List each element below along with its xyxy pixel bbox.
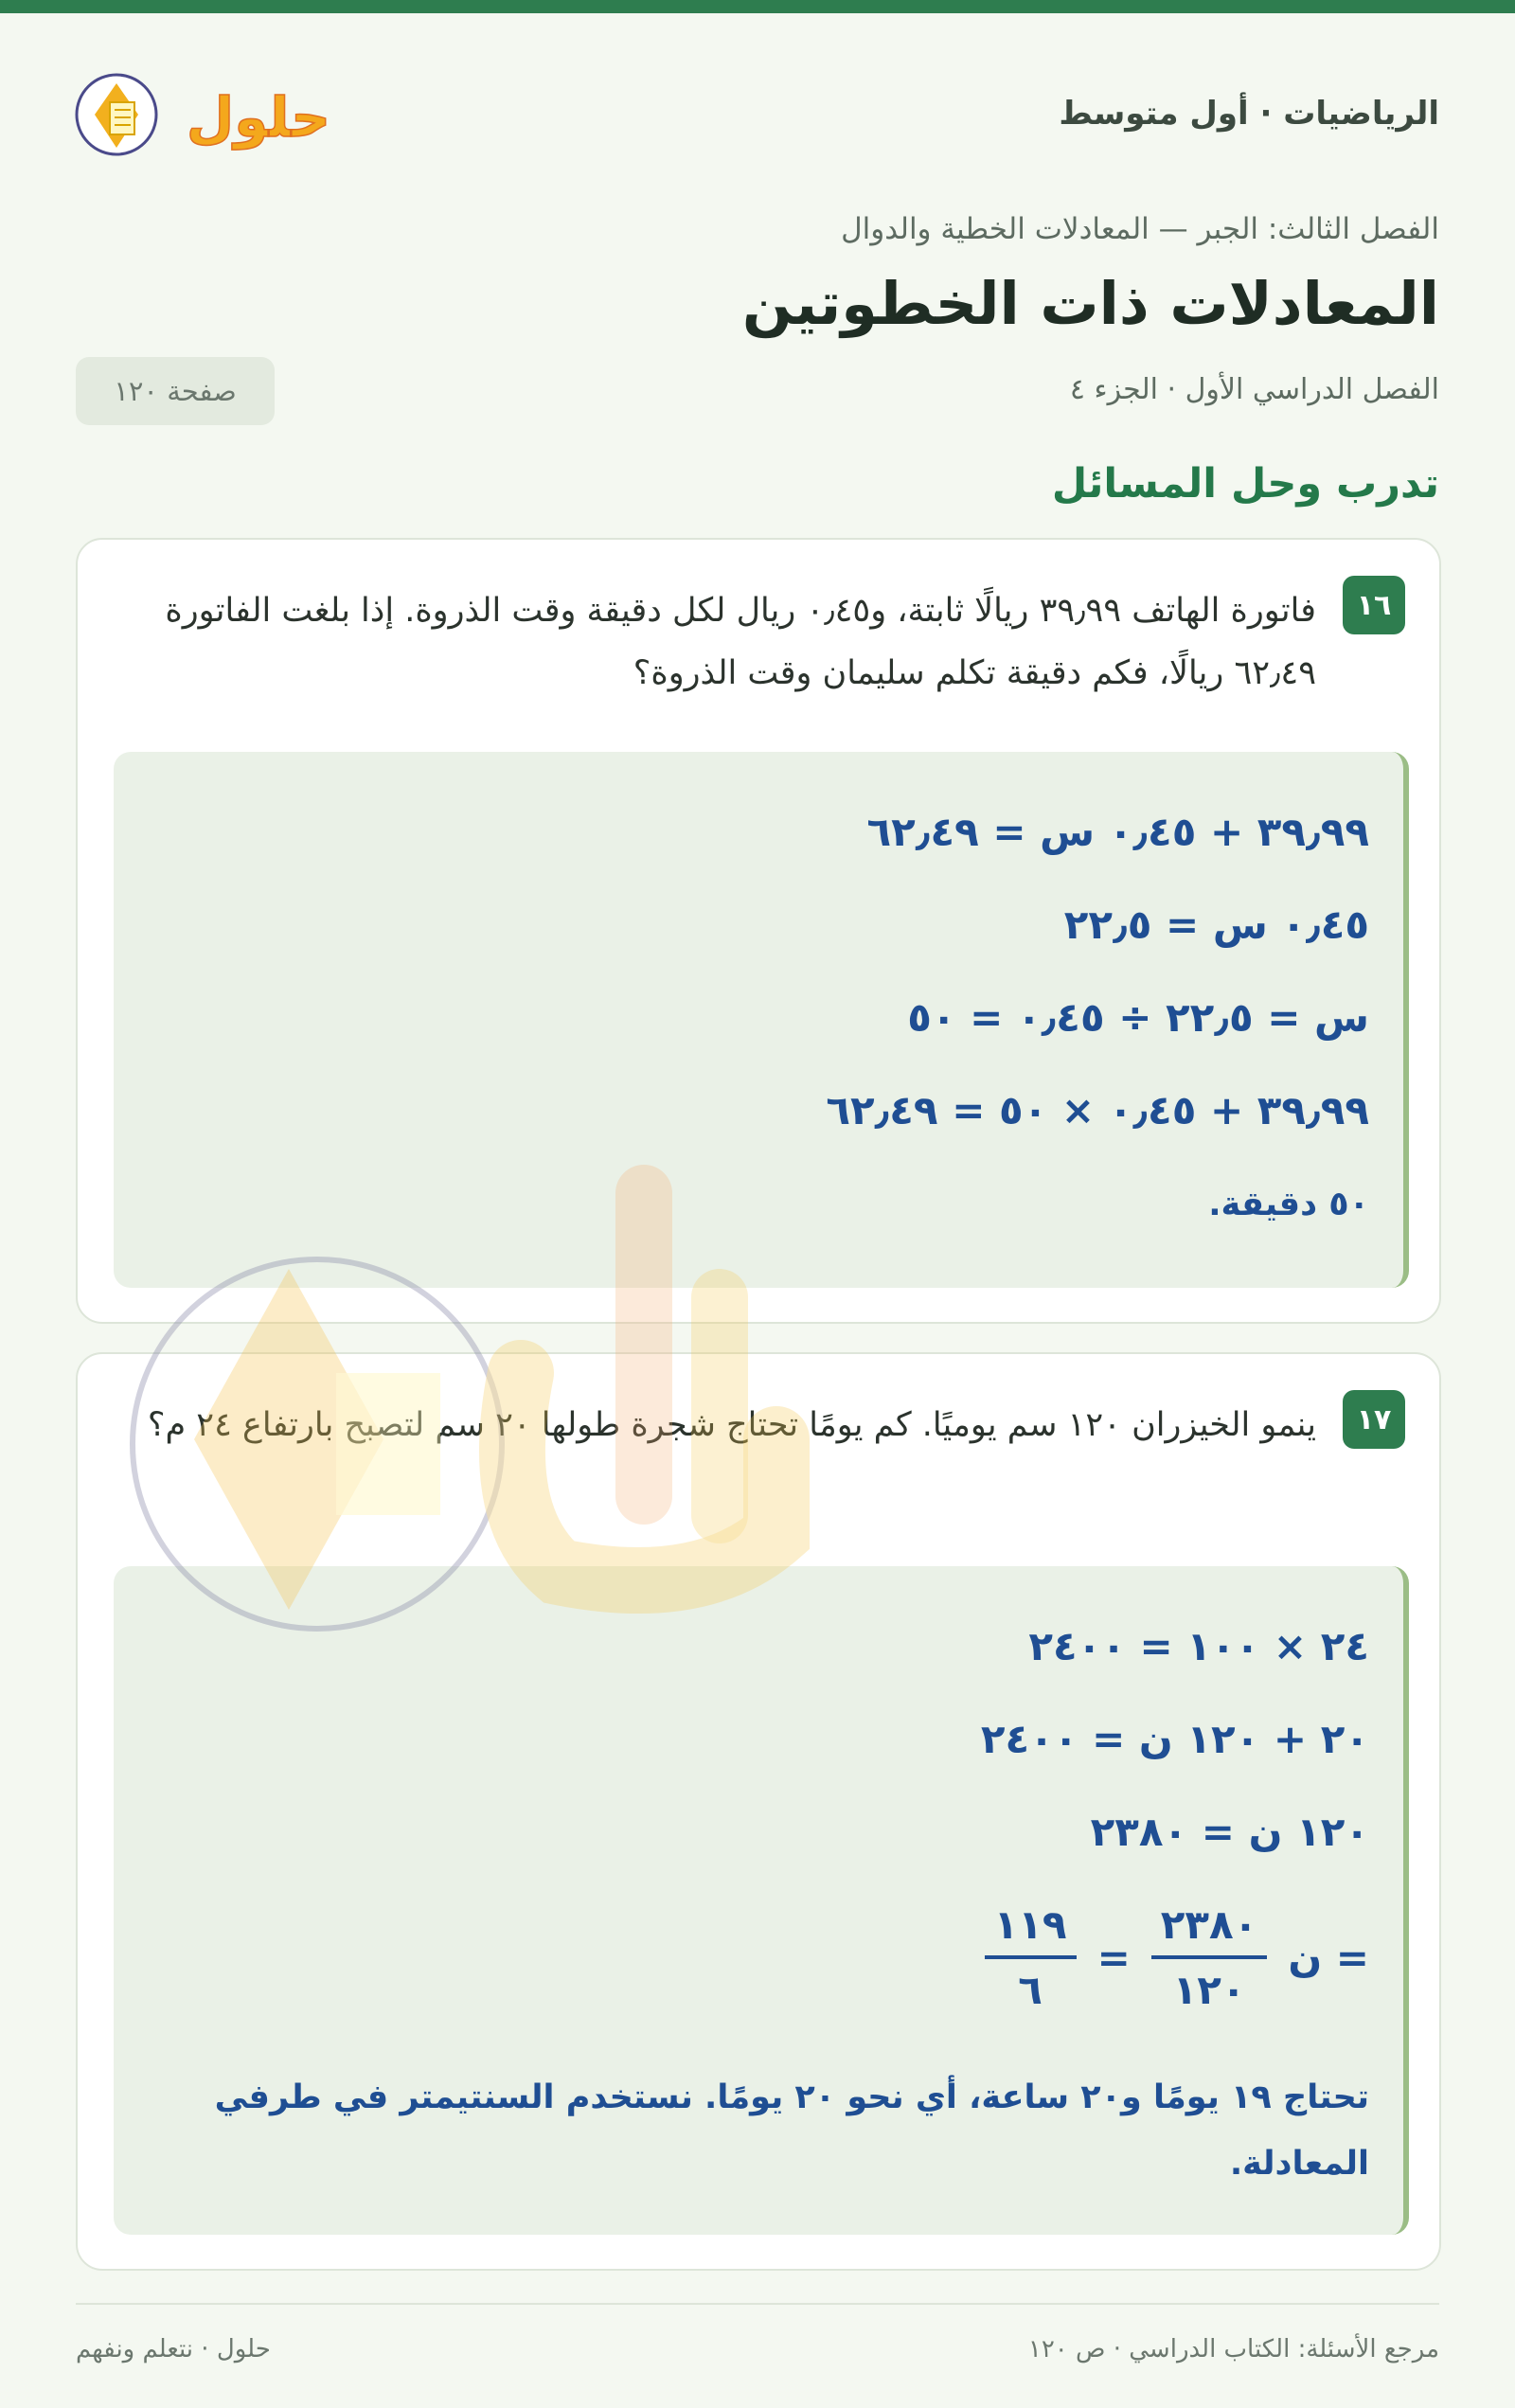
solution-step: ٠٫٤٥ س = ٢٢٫٥: [1063, 901, 1369, 948]
fraction-2: [985, 1901, 1077, 2013]
hulul-logo[interactable]: [74, 62, 339, 167]
question-number: ١٦: [1343, 576, 1405, 634]
solution-answer: ٥٠ دقيقة.: [1208, 1186, 1369, 1223]
solution-step: ٣٩٫٩٩ + ٠٫٤٥ × ٥٠ = ٦٢٫٤٩: [826, 1087, 1369, 1133]
solution-step: ١٢٠ ن = ٢٣٨٠: [1090, 1809, 1369, 1855]
solution-box: [114, 752, 1409, 1288]
question-text: ينمو الخيزران ١٢٠ سم يوميًا. كم يومًا تحتاج شجرة طولها ٢٠ سم لتصبح بارتفاع ٢٤ م؟: [147, 1406, 1316, 1444]
question-number: ١٧: [1343, 1390, 1405, 1449]
solution-step: ٢٠ + ١٢٠ ن = ٢٤٠٠: [980, 1716, 1369, 1762]
footer-reference: مرجع الأسئلة: الكتاب الدراسي · ص ١٢٠: [1027, 2335, 1439, 2363]
footer-brand: حلول · نتعلم ونفهم: [76, 2335, 271, 2363]
section-title: تدرب وحل المسائل: [1051, 460, 1439, 508]
solution-box: [114, 1566, 1409, 2235]
question-card-17: [76, 1352, 1441, 2271]
fraction-lhs: ن =: [1288, 1934, 1369, 1981]
svg-text:حلول: حلول: [186, 85, 331, 150]
term-label: الفصل الدراسي الأول · الجزء ٤: [1069, 373, 1439, 406]
subject-label: الرياضيات · أول متوسط: [1059, 95, 1439, 133]
fraction-numerator: ٢٣٨٠: [1151, 1901, 1268, 1959]
fraction-equation: [985, 1896, 1369, 2019]
fraction-denominator: ٦: [1018, 1967, 1043, 2013]
fraction-denominator: ١٢٠: [1172, 1967, 1246, 2013]
solution-step: س = ٢٢٫٥ ÷ ٠٫٤٥ = ٥٠: [907, 994, 1369, 1041]
chapter-label: الفصل الثالث: الجبر — المعادلات الخطية والدوال: [841, 212, 1439, 246]
solution-step: ٣٩٫٩٩ + ٠٫٤٥ س = ٦٢٫٤٩: [866, 809, 1369, 855]
page-title: المعادلات ذات الخطوتين: [741, 269, 1439, 338]
top-accent-bar: [0, 0, 1515, 13]
page-badge: صفحة ١٢٠: [76, 357, 275, 425]
solution-step: ٢٤ × ١٠٠ = ٢٤٠٠: [1028, 1623, 1369, 1669]
footer-divider: [76, 2303, 1439, 2305]
question-text: فاتورة الهاتف ٣٩٫٩٩ ريالًا ثابتة، و٠٫٤٥ ريال لكل دقيقة وقت الذروة. إذا بلغت الفاتورة ٦٢٫٤٩ ريالًا، فكم دقيقة تكلم سليمان وقت الذروة؟: [165, 592, 1316, 692]
question-card-16: [76, 538, 1441, 1324]
fraction-1: [1151, 1901, 1268, 2013]
solution-answer: تحتاج ١٩ يومًا و٢٠ ساعة، أي نحو ٢٠ يومًا. نستخدم السنتيمتر في طرفي المعادلة.: [214, 2078, 1369, 2183]
fraction-numerator: ١١٩: [985, 1901, 1077, 1959]
equals-sign: =: [1096, 1934, 1131, 1981]
